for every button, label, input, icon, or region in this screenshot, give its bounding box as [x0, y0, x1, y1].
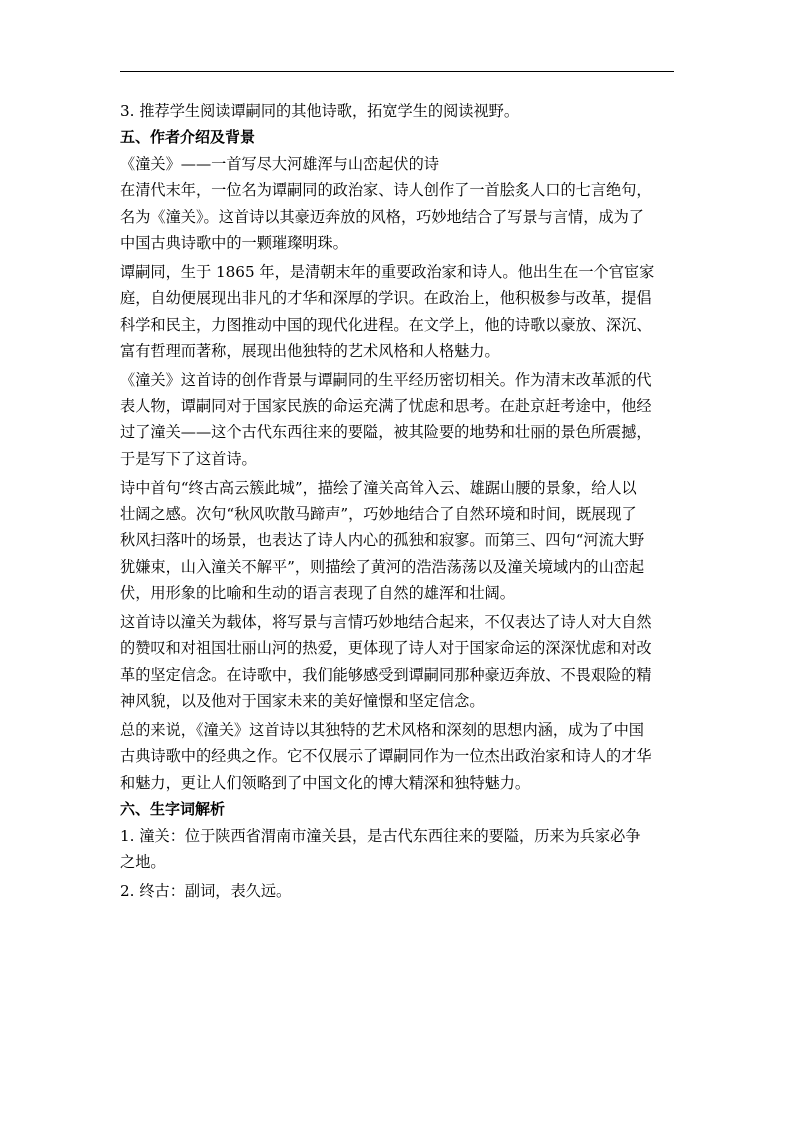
text-line: 在清代末年，一位名为谭嗣同的政治家、诗人创作了一首脍炙人口的七言绝句， [120, 181, 652, 200]
text-line: 于是写下了这首诗。 [120, 449, 257, 468]
text-line: 《潼关》——一首写尽大河雄浑与山峦起伏的诗 [120, 154, 439, 173]
text-line: 中国古典诗歌中的一颗璀璨明珠。 [120, 233, 348, 252]
header-rule [120, 71, 674, 72]
text-line: 犹嫌束，山入潼关不解平”，则描绘了黄河的浩浩荡荡以及潼关境域内的山峦起 [120, 557, 645, 576]
text-line: 富有哲理而著称，展现出他独特的艺术风格和人格魅力。 [120, 341, 500, 360]
text-line: 壮阔之感。次句“秋风吹散马蹄声”，巧妙地结合了自然环境和时间，既展现了 [120, 505, 637, 524]
text-line: 伏，用形象的比喻和生动的语言表现了自然的雄浑和壮阔。 [120, 584, 515, 603]
text-line: 过了潼关——这个古代东西往来的要隘，被其险要的地势和壮丽的景色所震撼， [120, 423, 652, 442]
text-line: 总的来说，《潼关》这首诗以其独特的艺术风格和深刻的思想内涵，成为了中国 [120, 720, 644, 739]
text-line: 庭，自幼便展现出非凡的才华和深厚的学识。在政治上，他积极参与改革，提倡 [120, 289, 652, 308]
text-line: 革的坚定信念。在诗歌中，我们能够感受到谭嗣同那种豪迈奔放、不畏艰险的精 [120, 665, 652, 684]
text-line: 诗中首句“终古高云簇此城”，描绘了潼关高耸入云、雄踞山腰的景象，给人以 [120, 478, 637, 497]
text-line: 科学和民主，力图推动中国的现代化进程。在文学上，他的诗歌以豪放、深沉、 [120, 315, 652, 334]
text-line: 古典诗歌中的经典之作。它不仅展示了谭嗣同作为一位杰出政治家和诗人的才华 [120, 747, 652, 766]
text-line: 之地。 [120, 852, 166, 871]
text-line: 名为《潼关》。这首诗以其豪迈奔放的风格，巧妙地结合了写景与言情，成为了 [120, 207, 644, 226]
text-line: 谭嗣同，生于 1865 年，是清朝末年的重要政治家和诗人。他出生在一个官宦家 [120, 262, 655, 281]
text-line: 和魅力，更让人们领略到了中国文化的博大精深和独特魅力。 [120, 773, 531, 792]
text-line: 这首诗以潼关为载体，将写景与言情巧妙地结合起来，不仅表达了诗人对大自然 [120, 612, 652, 631]
text-line: 秋风扫落叶的场景，也表达了诗人内心的孤独和寂寥。而第三、四句“河流大野 [120, 531, 645, 550]
text-line: 神风貌，以及他对于国家未来的美好憧憬和坚定信念。 [120, 692, 485, 711]
text-line: 3. 推荐学生阅读谭嗣同的其他诗歌，拓宽学生的阅读视野。 [120, 102, 520, 120]
section-heading: 五、作者介绍及背景 [120, 128, 256, 147]
document-body [120, 98, 680, 904]
text-line: 《潼关》这首诗的创作背景与谭嗣同的生平经历密切相关。作为清末改革派的代 [120, 370, 652, 389]
section-heading: 六、生字词解析 [120, 800, 226, 819]
text-line: 表人物，谭嗣同对于国家民族的命运充满了忧虑和思考。在赴京赶考途中，他经 [120, 397, 652, 416]
text-line: 1. 潼关：位于陕西省渭南市潼关县，是古代东西往来的要隘，历来为兵家必争 [120, 826, 641, 845]
text-line: 的赞叹和对祖国壮丽山河的热爱，更体现了诗人对于国家命运的深深忧虑和对改 [120, 639, 652, 658]
text-line: 2. 终古：副词，表久远。 [120, 881, 292, 900]
